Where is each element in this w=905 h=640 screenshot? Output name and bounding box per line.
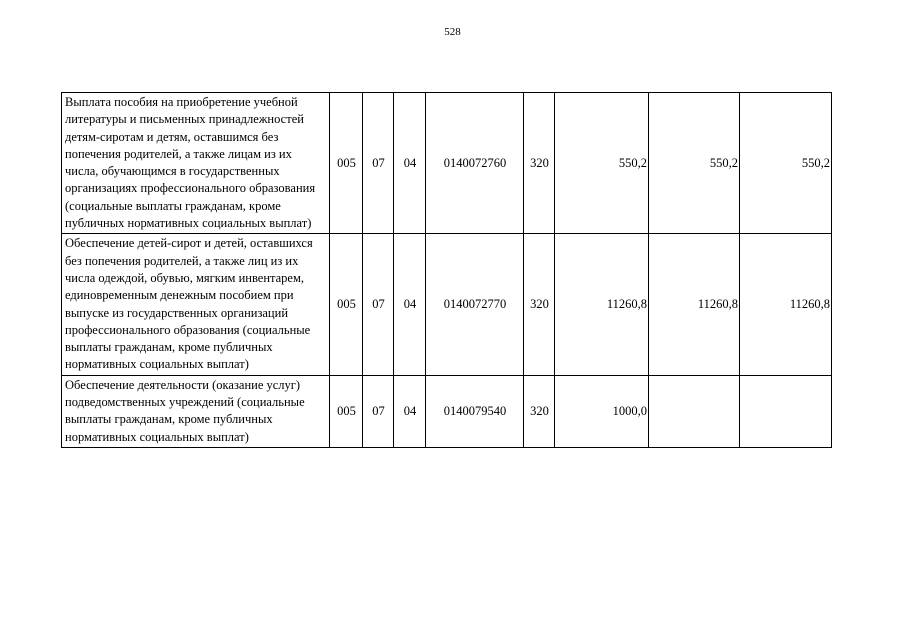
amount-year-1: 1000,0 (555, 375, 649, 447)
target-article-code: 0140079540 (426, 375, 524, 447)
section-code: 07 (363, 93, 394, 234)
ministry-code: 005 (330, 375, 363, 447)
target-article-code: 0140072760 (426, 93, 524, 234)
subsection-code: 04 (394, 93, 426, 234)
table-row (62, 93, 832, 234)
amount-year-1: 550,2 (555, 93, 649, 234)
subsection-code: 04 (394, 375, 426, 447)
amount-year-3: 550,2 (740, 93, 832, 234)
ministry-code: 005 (330, 93, 363, 234)
expense-type-code: 320 (524, 93, 555, 234)
amount-year-1: 11260,8 (555, 234, 649, 375)
amount-year-3: 11260,8 (740, 234, 832, 375)
expense-type-code: 320 (524, 375, 555, 447)
row-description: Обеспечение детей-сирот и детей, оставшихся без попечения родителей, а также лиц из их числа одеждой, обувью, мягким инвентарем, единовременным денежным пособием при выпуске из государственных организаций профессионального образования (социальные выплаты гражданам, кроме публичных нормативных социальных выплат) (62, 234, 330, 375)
row-description: Выплата пособия на приобретение учебной литературы и письменных принадлежностей детям-сиротам и детям, оставшимся без попечения родителей, а также лицам из их числа, обучающимся в государственных организациях профессионального образования (социальные выплаты гражданам, кроме публичных нормативных социальных выплат) (62, 93, 330, 234)
section-code: 07 (363, 375, 394, 447)
expense-type-code: 320 (524, 234, 555, 375)
amount-year-2 (649, 375, 740, 447)
section-code: 07 (363, 234, 394, 375)
ministry-code: 005 (330, 234, 363, 375)
amount-year-2: 11260,8 (649, 234, 740, 375)
table-row (62, 375, 832, 447)
page-number: 528 (444, 26, 461, 38)
row-description: Обеспечение деятельности (оказание услуг) подведомственных учреждений (социальные выплаты гражданам, кроме публичных нормативных социальных выплат) (62, 375, 330, 447)
amount-year-2: 550,2 (649, 93, 740, 234)
subsection-code: 04 (394, 234, 426, 375)
amount-year-3 (740, 375, 832, 447)
table-row (62, 234, 832, 375)
budget-table (61, 92, 832, 448)
target-article-code: 0140072770 (426, 234, 524, 375)
